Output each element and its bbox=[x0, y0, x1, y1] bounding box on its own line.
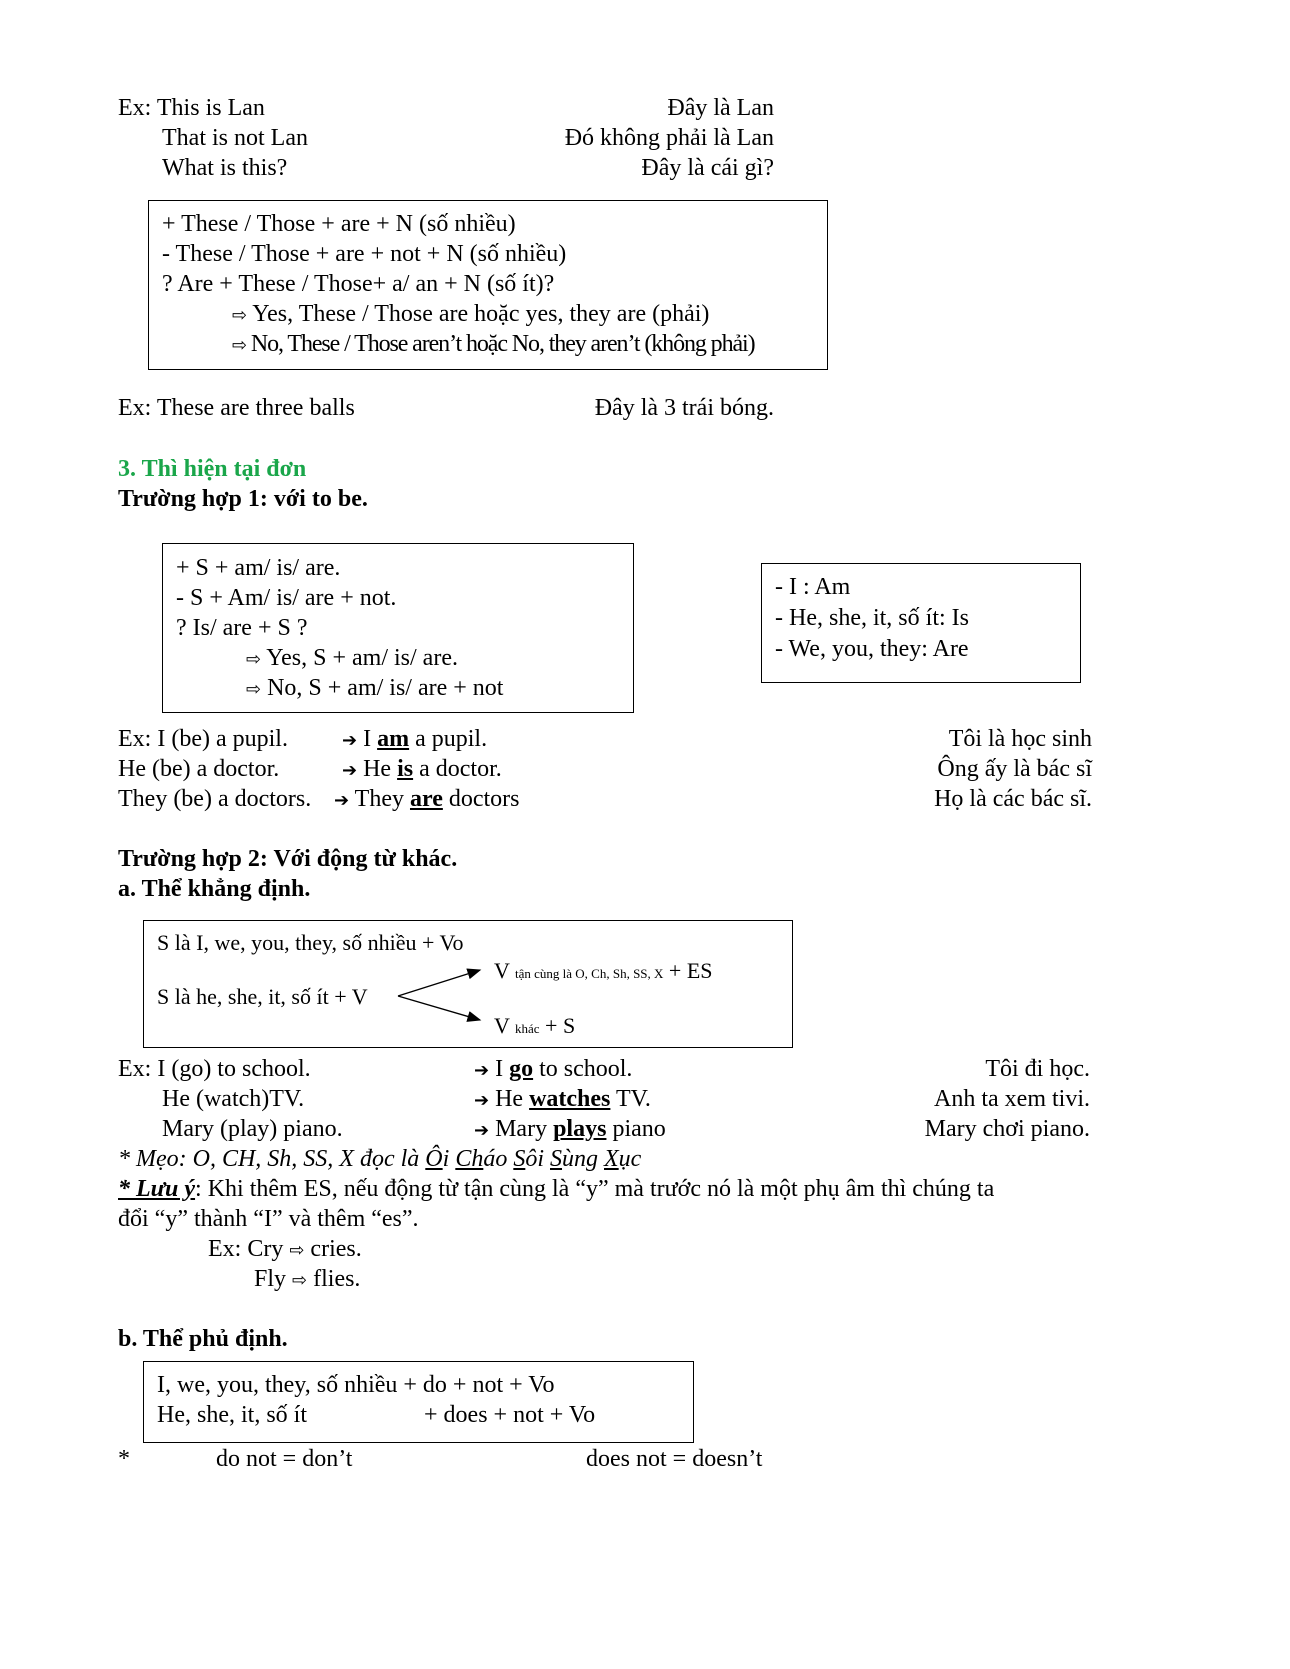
formula-line: + These / Those + are + N (số nhiều) bbox=[162, 211, 516, 237]
example-translation: Mary chơi piano. bbox=[924, 1116, 1090, 1142]
example-translation: Đây là Lan bbox=[667, 95, 774, 121]
example-answer: ➔ He is a doctor. bbox=[342, 756, 502, 782]
example-question: Ex: I (be) a pupil. bbox=[118, 726, 288, 752]
arrow-icon: ➔ bbox=[342, 730, 358, 751]
example-answer: ➔ He watches TV. bbox=[474, 1086, 651, 1112]
bullet-star: * bbox=[118, 1446, 130, 1472]
example-answer: ➔ They are doctors bbox=[334, 786, 520, 812]
arrow-icon: ➔ bbox=[342, 760, 358, 781]
subsection-heading: a. Thể khẳng định. bbox=[118, 876, 311, 902]
example-translation: Đây là cái gì? bbox=[641, 155, 774, 181]
note-label: * Lưu ý bbox=[118, 1176, 196, 1202]
arrow-icon: ➔ bbox=[474, 1060, 490, 1081]
formula-answer: ⇨ Yes, These / Those are hoặc yes, they are (phải) bbox=[232, 301, 710, 327]
example-answer: ➔ I am a pupil. bbox=[342, 726, 488, 752]
section-heading: 3. Thì hiện tại đơn bbox=[118, 456, 307, 482]
example-question: Mary (play) piano. bbox=[162, 1116, 343, 1142]
arrow-icon: ⇨ bbox=[289, 1240, 305, 1261]
example-question: He (be) a doctor. bbox=[118, 756, 280, 782]
example-translation: Tôi đi học. bbox=[985, 1056, 1090, 1082]
formula-line: He, she, it, số ít bbox=[157, 1402, 307, 1428]
example-translation: Họ là các bác sĩ. bbox=[934, 786, 1092, 812]
mnemonic-tip: * Mẹo: O, CH, Sh, SS, X đọc là Ôi Cháo Sôi Sùng Xục bbox=[118, 1146, 642, 1172]
arrow-icon: ⇨ bbox=[292, 1270, 308, 1291]
example-translation: Tôi là học sinh bbox=[948, 726, 1092, 752]
pronoun-line: - I : Am bbox=[775, 574, 851, 600]
example-question: He (watch)TV. bbox=[162, 1086, 305, 1112]
verb-rule-es: V tận cùng là O, Ch, Sh, SS, X + ES bbox=[494, 958, 713, 983]
pronoun-line: - He, she, it, số ít: Is bbox=[775, 605, 969, 631]
arrow-icon: ⇨ bbox=[246, 649, 262, 670]
formula-line: ? Are + These / Those+ a/ an + N (số ít)? bbox=[162, 271, 555, 297]
arrow-icon: ➔ bbox=[474, 1120, 490, 1141]
formula-line: + S + am/ is/ are. bbox=[176, 555, 341, 581]
formula-line: S là I, we, you, they, số nhiều + Vo bbox=[157, 930, 464, 955]
arrow-icon: ➔ bbox=[474, 1090, 490, 1111]
branch-arrows-icon bbox=[394, 962, 494, 1026]
example-question: Ex: I (go) to school. bbox=[118, 1056, 311, 1082]
formula-line: I, we, you, they, số nhiều + do + not + Vo bbox=[157, 1372, 555, 1398]
example-answer: ➔ Mary plays piano bbox=[474, 1116, 666, 1142]
formula-line: ? Is/ are + S ? bbox=[176, 615, 308, 641]
example-translation: Anh ta xem tivi. bbox=[934, 1086, 1090, 1112]
arrow-icon: ⇨ bbox=[246, 679, 262, 700]
formula-line: S là he, she, it, số ít + V bbox=[157, 984, 368, 1009]
formula-line: + does + not + Vo bbox=[424, 1402, 596, 1428]
note-example: Fly ⇨ flies. bbox=[254, 1266, 361, 1292]
example-translation: Ông ấy là bác sĩ bbox=[937, 756, 1092, 782]
formula-line: - S + Am/ is/ are + not. bbox=[176, 585, 397, 611]
formula-line: - These / Those + are + not + N (số nhiều) bbox=[162, 241, 567, 267]
subsection-heading: b. Thể phủ định. bbox=[118, 1326, 288, 1352]
example-text: Ex: This is Lan bbox=[118, 95, 265, 121]
verb-rule-s: V khác + S bbox=[494, 1013, 576, 1038]
case-heading: Trường hợp 2: Với động từ khác. bbox=[118, 846, 458, 872]
example-question: They (be) a doctors. bbox=[118, 786, 312, 812]
example-text: That is not Lan bbox=[162, 125, 308, 151]
formula-answer: ⇨ No, These / Those aren’t hoặc No, they aren’t (không phải) bbox=[232, 331, 755, 357]
note-example: Ex: Cry ⇨ cries. bbox=[208, 1236, 362, 1262]
arrow-icon: ➔ bbox=[334, 790, 350, 811]
arrow-icon: ⇨ bbox=[232, 335, 246, 356]
pronoun-line: - We, you, they: Are bbox=[775, 636, 969, 662]
note-line: * Lưu ý: Khi thêm ES, nếu động từ tận cùng là “y” mà trước nó là một phụ âm thì chúng ta bbox=[118, 1176, 995, 1202]
example-translation: Đó không phải là Lan bbox=[564, 125, 774, 151]
example-text: What is this? bbox=[162, 155, 288, 181]
arrow-icon: ⇨ bbox=[232, 305, 248, 326]
contraction-does-not: does not = doesn’t bbox=[586, 1446, 763, 1472]
formula-answer: ⇨ No, S + am/ is/ are + not bbox=[246, 675, 504, 701]
example-answer: ➔ I go to school. bbox=[474, 1056, 633, 1082]
formula-answer: ⇨ Yes, S + am/ is/ are. bbox=[246, 645, 458, 671]
example-text: Ex: These are three balls bbox=[118, 395, 355, 421]
contraction-do-not: do not = don’t bbox=[216, 1446, 353, 1472]
case-heading: Trường hợp 1: với to be. bbox=[118, 486, 368, 512]
note-line: đổi “y” thành “I” và thêm “es”. bbox=[118, 1206, 419, 1232]
example-translation: Đây là 3 trái bóng. bbox=[594, 395, 774, 421]
